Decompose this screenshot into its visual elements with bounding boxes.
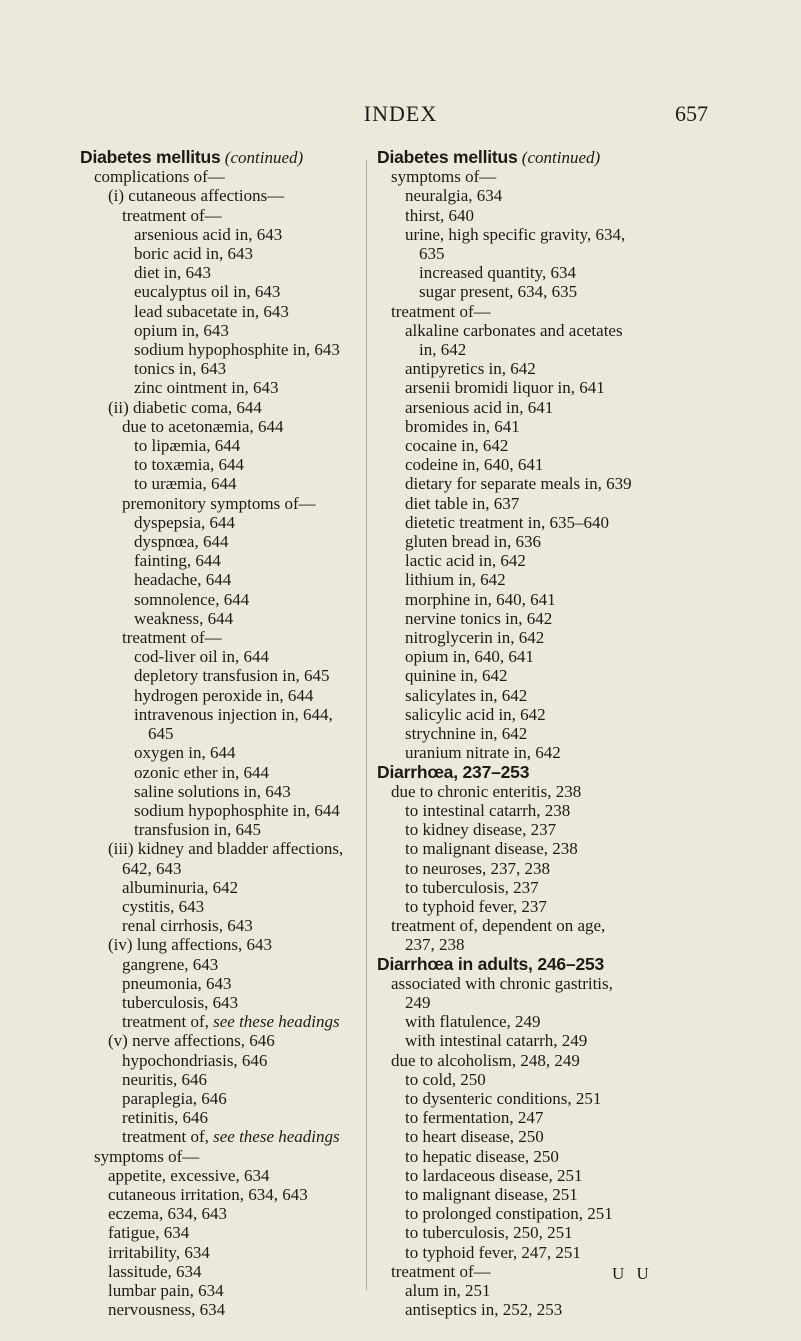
index-entry: [80, 628, 418, 647]
entry-text: morphine in, 640, 641: [405, 589, 556, 609]
index-entry: [80, 1089, 418, 1108]
heading-note: (continued): [521, 148, 601, 167]
entry-text: to malignant disease, 251: [405, 1184, 578, 1204]
entry-text: urine, high specific gravity, 634,: [405, 224, 626, 244]
entry-text: lumbar pain, 634: [108, 1280, 224, 1300]
index-entry: [377, 1223, 715, 1242]
index-entry: [377, 916, 715, 935]
index-entry: [80, 513, 418, 532]
index-entry: [80, 1204, 418, 1223]
index-entry: [377, 167, 715, 186]
index-entry: [377, 647, 715, 666]
entry-text: alkaline carbonates and acetates: [405, 320, 623, 340]
index-entry: [377, 1012, 715, 1031]
index-entry: [80, 282, 418, 301]
entry-text: lactic acid in, 642: [405, 551, 526, 571]
index-entry: [377, 609, 715, 628]
index-entry: [80, 1012, 418, 1031]
entry-text: tonics in, 643: [134, 359, 227, 379]
index-entry: [80, 666, 418, 685]
index-entry: [377, 993, 715, 1012]
index-entry: [80, 436, 418, 455]
entry-text: 237, 238: [405, 935, 465, 955]
entry-text: antipyretics in, 642: [405, 359, 536, 379]
entry-text: to kidney disease, 237: [405, 820, 557, 840]
cross-reference: see these headings: [213, 1012, 340, 1032]
index-entry: [377, 321, 715, 340]
column-heading: [80, 148, 418, 167]
index-entry: [80, 359, 418, 378]
index-entry: [377, 1166, 715, 1185]
index-entry: [377, 974, 715, 993]
entry-text: to intestinal catarrh, 238: [405, 800, 571, 820]
entry-text: diet table in, 637: [405, 493, 520, 513]
index-column-right: [377, 148, 715, 1319]
index-entry: [80, 897, 418, 916]
index-entry: [80, 609, 418, 628]
entry-text: alum in, 251: [405, 1280, 491, 1300]
index-entry: [80, 340, 418, 359]
index-entry: [377, 398, 715, 417]
entry-text: treatment of—: [122, 628, 222, 648]
index-entry: [80, 820, 418, 839]
index-entry: [377, 628, 715, 647]
entry-text: tuberculosis, 643: [122, 992, 239, 1012]
index-entry: [80, 724, 418, 743]
heading-term: Diabetes mellitus: [80, 147, 221, 167]
index-entry: [80, 839, 418, 858]
entry-text: boric acid in, 643: [134, 244, 253, 264]
index-entry: [80, 1127, 418, 1146]
index-entry: [377, 570, 715, 589]
index-entry: [377, 1089, 715, 1108]
index-entry: [80, 1108, 418, 1127]
index-entry: [80, 263, 418, 282]
entry-text: lithium in, 642: [405, 570, 506, 590]
index-entry: [80, 494, 418, 513]
index-entry: [377, 1243, 715, 1262]
index-entry: [377, 820, 715, 839]
index-entries: [377, 167, 715, 1319]
entry-text: Diarrhœa in adults, 246–253: [377, 953, 605, 974]
index-entry: [377, 532, 715, 551]
index-entries: [80, 167, 418, 1319]
index-entry: [80, 743, 418, 762]
entry-text: (v) nerve affections, 646: [108, 1031, 275, 1051]
index-entry: [80, 782, 418, 801]
index-entry: [80, 916, 418, 935]
entry-text: due to alcoholism, 248, 249: [391, 1050, 580, 1070]
index-entry: [377, 225, 715, 244]
index-entry: [377, 801, 715, 820]
entry-text: with intestinal catarrh, 249: [405, 1031, 588, 1051]
entry-text: salicylates in, 642: [405, 685, 528, 705]
index-entry: [377, 743, 715, 762]
index-entry: [80, 1223, 418, 1242]
entry-text: to typhoid fever, 237: [405, 896, 547, 916]
index-entry: [80, 1070, 418, 1089]
entry-text: 249: [405, 992, 431, 1012]
entry-text: ozonic ether in, 644: [134, 762, 270, 782]
entry-text: eucalyptus oil in, 643: [134, 282, 281, 302]
entry-text: antiseptics in, 252, 253: [405, 1300, 563, 1320]
cross-reference: see these headings: [213, 1127, 340, 1147]
index-entry: [80, 1185, 418, 1204]
entry-text: salicylic acid in, 642: [405, 704, 546, 724]
index-entry: [377, 436, 715, 455]
entry-text: opium in, 640, 641: [405, 647, 534, 667]
index-entry: [80, 1031, 418, 1050]
entry-text: symptoms of—: [391, 167, 497, 187]
index-entry: [80, 1166, 418, 1185]
entry-text: albuminuria, 642: [122, 877, 239, 897]
index-entry: [377, 935, 715, 954]
index-column-left: [80, 148, 418, 1319]
index-entry: [377, 302, 715, 321]
entry-text: to dysenteric conditions, 251: [405, 1088, 602, 1108]
index-entry: [80, 167, 418, 186]
index-entry: [80, 532, 418, 551]
index-entry: [80, 570, 418, 589]
entry-text: lassitude, 634: [108, 1261, 202, 1281]
entry-text: associated with chronic gastritis,: [391, 973, 613, 993]
index-entry: [80, 590, 418, 609]
entry-text: codeine in, 640, 641: [405, 455, 544, 475]
entry-text: neuralgia, 634: [405, 186, 503, 206]
entry-text: fatigue, 634: [108, 1223, 190, 1243]
entry-text: with flatulence, 249: [405, 1012, 541, 1032]
entry-text: nervine tonics in, 642: [405, 608, 553, 628]
entry-text: treatment of—: [122, 205, 222, 225]
index-entry: [377, 1031, 715, 1050]
entry-text: weakness, 644: [134, 608, 234, 628]
entry-text: zinc ointment in, 643: [134, 378, 279, 398]
index-entry: [377, 782, 715, 801]
entry-text: 645: [148, 724, 174, 744]
index-entry: [80, 321, 418, 340]
index-entry: [80, 1281, 418, 1300]
index-entry: [80, 993, 418, 1012]
index-entry: [377, 282, 715, 301]
index-entry: [80, 417, 418, 436]
entry-text: pneumonia, 643: [122, 973, 232, 993]
index-entry: [377, 244, 715, 263]
index-entry: [80, 302, 418, 321]
entry-text: (iv) lung affections, 643: [108, 935, 272, 955]
index-entry: [377, 1147, 715, 1166]
entry-text: intravenous injection in, 644,: [134, 704, 333, 724]
index-entry: [80, 1262, 418, 1281]
index-entry: [377, 590, 715, 609]
page-number: 657: [675, 101, 708, 126]
entry-text: neuritis, 646: [122, 1069, 207, 1089]
entry-text: sodium hypophosphite in, 644: [134, 800, 340, 820]
index-entry: [377, 378, 715, 397]
heading-note: (continued): [224, 148, 304, 167]
entry-text: saline solutions in, 643: [134, 781, 291, 801]
index-entry: [377, 1051, 715, 1070]
entry-text: (ii) diabetic coma, 644: [108, 397, 262, 417]
entry-text: fainting, 644: [134, 551, 221, 571]
index-entry: [377, 513, 715, 532]
entry-text: to malignant disease, 238: [405, 839, 578, 859]
entry-text: thirst, 640: [405, 205, 474, 225]
index-entry: [80, 763, 418, 782]
entry-text: transfusion in, 645: [134, 820, 262, 840]
entry-text: uranium nitrate in, 642: [405, 743, 561, 763]
entry-text: lead subacetate in, 643: [134, 301, 289, 321]
entry-text: to lardaceous disease, 251: [405, 1165, 583, 1185]
index-entry: [377, 186, 715, 205]
entry-text: to lipæmia, 644: [134, 436, 241, 456]
entry-text: cod-liver oil in, 644: [134, 647, 270, 667]
index-entry: [377, 1108, 715, 1127]
index-entry: [377, 724, 715, 743]
entry-text: depletory transfusion in, 645: [134, 666, 330, 686]
entry-text: increased quantity, 634: [419, 263, 577, 283]
entry-text: treatment of,: [122, 1012, 214, 1032]
index-entry: [80, 859, 418, 878]
index-entry: [377, 206, 715, 225]
entry-text: dietary for separate meals in, 639: [405, 474, 632, 494]
entry-text: to hepatic disease, 250: [405, 1146, 559, 1166]
index-entry: [377, 551, 715, 570]
entry-text: paraplegia, 646: [122, 1088, 227, 1108]
index-heading: [377, 955, 715, 974]
index-entry: [80, 1147, 418, 1166]
index-entry: [377, 878, 715, 897]
index-entry: [80, 455, 418, 474]
entry-text: hypochondriasis, 646: [122, 1050, 268, 1070]
index-entry: [80, 705, 418, 724]
entry-text: diet in, 643: [134, 263, 211, 283]
entry-text: gluten bread in, 636: [405, 532, 541, 552]
entry-text: to uræmia, 644: [134, 474, 237, 494]
index-entry: [80, 878, 418, 897]
entry-text: treatment of—: [391, 301, 491, 321]
entry-text: bromides in, 641: [405, 416, 520, 436]
index-entry: [80, 378, 418, 397]
entry-text: sodium hypophosphite in, 643: [134, 340, 340, 360]
entry-text: retinitis, 646: [122, 1108, 208, 1128]
entry-text: dyspepsia, 644: [134, 512, 236, 532]
entry-text: nervousness, 634: [108, 1300, 226, 1320]
index-entry: [377, 686, 715, 705]
entry-text: cutaneous irritation, 634, 643: [108, 1184, 308, 1204]
entry-text: to cold, 250: [405, 1069, 486, 1089]
index-entry: [80, 1300, 418, 1319]
entry-text: treatment of, dependent on age,: [391, 916, 606, 936]
entry-text: cystitis, 643: [122, 896, 205, 916]
entry-text: eczema, 634, 643: [108, 1204, 227, 1224]
entry-text: to tuberculosis, 250, 251: [405, 1223, 573, 1243]
entry-text: premonitory symptoms of—: [122, 493, 316, 513]
index-entry: [377, 1281, 715, 1300]
entry-text: to neuroses, 237, 238: [405, 858, 550, 878]
entry-text: cocaine in, 642: [405, 436, 509, 456]
index-entry: [80, 244, 418, 263]
entry-text: (i) cutaneous affections—: [108, 186, 285, 206]
entry-text: arsenious acid in, 643: [134, 224, 283, 244]
entry-text: sugar present, 634, 635: [419, 282, 578, 302]
entry-text: strychnine in, 642: [405, 724, 528, 744]
index-entry: [377, 1204, 715, 1223]
index-entry: [377, 1185, 715, 1204]
entry-text: to typhoid fever, 247, 251: [405, 1242, 581, 1262]
index-entry: [377, 263, 715, 282]
index-entry: [377, 340, 715, 359]
index-entry: [377, 417, 715, 436]
entry-text: quinine in, 642: [405, 666, 508, 686]
index-entry: [80, 1243, 418, 1262]
entry-text: opium in, 643: [134, 320, 229, 340]
entry-text: due to acetonæmia, 644: [122, 416, 284, 436]
index-entry: [377, 494, 715, 513]
column-divider: [366, 160, 367, 1290]
entry-text: Diarrhœa, 237–253: [377, 761, 530, 782]
index-entry: [80, 647, 418, 666]
entry-text: somnolence, 644: [134, 589, 250, 609]
index-entry: [377, 897, 715, 916]
entry-text: (iii) kidney and bladder affections,: [108, 839, 344, 859]
entry-text: renal cirrhosis, 643: [122, 916, 253, 936]
index-entry: [80, 225, 418, 244]
index-entry: [377, 455, 715, 474]
index-entry: [80, 686, 418, 705]
index-entry: [80, 206, 418, 225]
column-heading: [377, 148, 715, 167]
entry-text: treatment of—: [391, 1261, 491, 1281]
index-entry: [377, 839, 715, 858]
index-entry: [377, 1262, 715, 1281]
entry-text: arsenii bromidi liquor in, 641: [405, 378, 605, 398]
entry-text: to fermentation, 247: [405, 1108, 544, 1128]
entry-text: complications of—: [94, 167, 225, 187]
index-entry: [80, 955, 418, 974]
entry-text: hydrogen peroxide in, 644: [134, 685, 314, 705]
index-entry: [377, 859, 715, 878]
entry-text: due to chronic enteritis, 238: [391, 781, 582, 801]
index-entry: [377, 1300, 715, 1319]
index-entry: [377, 1070, 715, 1089]
entry-text: appetite, excessive, 634: [108, 1165, 270, 1185]
index-entry: [80, 801, 418, 820]
index-entry: [377, 359, 715, 378]
index-entry: [377, 666, 715, 685]
entry-text: 635: [419, 244, 445, 264]
index-entry: [80, 1051, 418, 1070]
entry-text: treatment of,: [122, 1127, 214, 1147]
entry-text: nitroglycerin in, 642: [405, 628, 545, 648]
page-title: INDEX: [363, 101, 438, 126]
entry-text: to toxæmia, 644: [134, 455, 245, 475]
entry-text: arsenious acid in, 641: [405, 397, 554, 417]
index-entry: [80, 186, 418, 205]
index-entry: [80, 551, 418, 570]
entry-text: irritability, 634: [108, 1242, 210, 1262]
index-entry: [80, 935, 418, 954]
entry-text: gangrene, 643: [122, 954, 219, 974]
entry-text: in, 642: [419, 340, 467, 360]
entry-text: 642, 643: [122, 858, 182, 878]
index-entry: [377, 474, 715, 493]
entry-text: oxygen in, 644: [134, 743, 236, 763]
index-entry: [377, 705, 715, 724]
index-entry: [80, 974, 418, 993]
entry-text: to prolonged constipation, 251: [405, 1204, 613, 1224]
entry-text: to tuberculosis, 237: [405, 877, 539, 897]
entry-text: headache, 644: [134, 570, 232, 590]
index-heading: [377, 763, 715, 782]
index-entry: [80, 398, 418, 417]
entry-text: dietetic treatment in, 635–640: [405, 512, 609, 532]
signature-mark: U U: [612, 1264, 653, 1283]
index-entry: [80, 474, 418, 493]
entry-text: to heart disease, 250: [405, 1127, 544, 1147]
entry-text: symptoms of—: [94, 1146, 200, 1166]
index-entry: [377, 1127, 715, 1146]
entry-text: dyspnœa, 644: [134, 532, 229, 552]
heading-term: Diabetes mellitus: [377, 147, 518, 167]
